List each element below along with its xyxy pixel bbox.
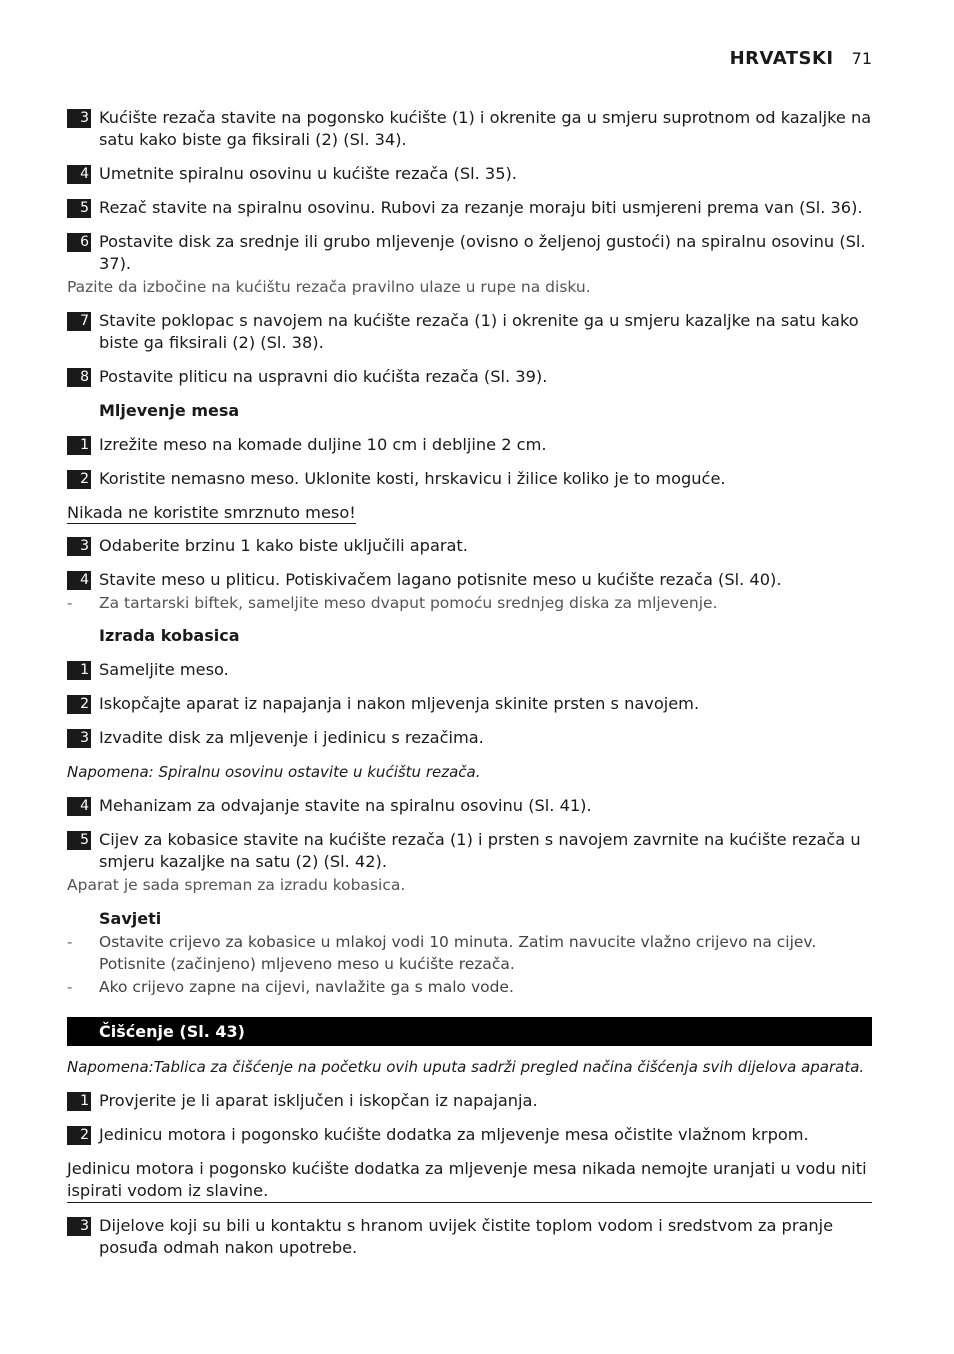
step-text: Mehanizam za odvajanje stavite na spiralnu osovinu (Sl. 41).: [99, 796, 592, 815]
page-header: [730, 48, 872, 69]
subheading: Mljevenje mesa: [99, 401, 240, 420]
step-number-badge: 6: [67, 233, 91, 252]
step-text: Postavite pliticu na uspravni dio kućišta rezača (Sl. 39).: [99, 367, 548, 386]
step-text: Izvadite disk za mljevenje i jedinicu s rezačima.: [99, 728, 484, 747]
step-item: [67, 1215, 872, 1259]
step-text: Rezač stavite na spiralnu osovinu. Rubovi za rezanje moraju biti usmjereni prema van (Sl. 36).: [99, 198, 863, 217]
step-number-badge: 2: [67, 695, 91, 714]
step-item: [67, 434, 872, 456]
step-text: Koristite nemasno meso. Uklonite kosti, hrskavicu i žilice koliko je to moguće.: [99, 469, 726, 488]
warning: [67, 502, 872, 524]
step-number-badge: 3: [67, 1217, 91, 1236]
info-text: Aparat je sada spreman za izradu kobasica.: [67, 876, 406, 894]
step-number-badge: 1: [67, 1092, 91, 1111]
step-number-badge: 4: [67, 165, 91, 184]
step-number-badge: 3: [67, 537, 91, 556]
step-item: [67, 197, 872, 219]
step-item: [67, 1124, 872, 1146]
step-number-badge: 1: [67, 436, 91, 455]
step-number-badge: 3: [67, 729, 91, 748]
step-item: [67, 659, 872, 681]
dash-item: [67, 592, 872, 614]
dash-text: Ostavite crijevo za kobasice u mlakoj vodi 10 minuta. Zatim navucite vlažno crijevo na cijev. Potisnite (začinjeno) mljeveno meso u kućište rezača.: [99, 933, 817, 973]
warning-text: Nikada ne koristite smrznuto meso!: [67, 503, 356, 522]
step-text: Iskopčajte aparat iz napajanja i nakon mljevenja skinite prsten s navojem.: [99, 694, 700, 713]
step-number-badge: 5: [67, 199, 91, 218]
step-text: Umetnite spiralnu osovinu u kućište rezača (Sl. 35).: [99, 164, 517, 183]
dash-item: [67, 976, 872, 998]
step-number-badge: 2: [67, 1126, 91, 1145]
step-item: [67, 693, 872, 715]
step-text: Provjerite je li aparat isključen i iskopčan iz napajanja.: [99, 1091, 538, 1110]
step-number-badge: 4: [67, 797, 91, 816]
step-item: [67, 310, 872, 354]
step-text: Postavite disk za srednje ili grubo mljevenje (ovisno o željenoj gustoći) na spiralnu osovinu (Sl. 37).: [99, 232, 866, 273]
step-item: [67, 163, 872, 185]
dash-text: Za tartarski biftek, sameljite meso dvaput pomoću srednjeg diska za mljevenje.: [99, 594, 718, 612]
dash-marker: -: [67, 594, 73, 612]
step-item: [67, 569, 872, 591]
step-item: [67, 795, 872, 817]
warning-text: Jedinicu motora i pogonsko kućište dodatka za mljevenje mesa nikada nemojte uranjati u vodu niti ispirati vodom iz slavine.: [67, 1158, 872, 1203]
step-text: Kućište rezača stavite na pogonsko kućište (1) i okrenite ga u smjeru suprotnom od kazaljke na satu kako biste ga fiksirali (2) (Sl. 34).: [99, 108, 872, 149]
page-content: [67, 107, 872, 1259]
dash-marker: -: [67, 933, 73, 951]
step-item: [67, 727, 872, 749]
step-item: [67, 468, 872, 490]
dash-text: Ako crijevo zapne na cijevi, navlažite ga s malo vode.: [99, 978, 514, 996]
info-text: Pazite da izbočine na kućištu rezača pravilno ulaze u rupe na disku.: [67, 278, 591, 296]
note-text: Napomena: Spiralnu osovinu ostavite u kućištu rezača.: [67, 763, 481, 781]
subheading: Izrada kobasica: [99, 626, 240, 645]
dash-marker: -: [67, 978, 73, 996]
step-text: Odaberite brzinu 1 kako biste uključili aparat.: [99, 536, 468, 555]
step-number-badge: 2: [67, 470, 91, 489]
step-item: [67, 829, 872, 873]
step-item: [67, 535, 872, 557]
language-label: HRVATSKI: [729, 48, 834, 69]
step-number-badge: 5: [67, 831, 91, 850]
step-text: Sameljite meso.: [99, 660, 229, 679]
step-item: [67, 1090, 872, 1112]
step-number-badge: 8: [67, 368, 91, 387]
step-text: Izrežite meso na komade duljine 10 cm i debljine 2 cm.: [99, 435, 547, 454]
dash-item: [67, 931, 872, 975]
step-number-badge: 1: [67, 661, 91, 680]
step-item: [67, 231, 872, 275]
step-text: Cijev za kobasice stavite na kućište rezača (1) i prsten s navojem zavrnite na kućište rezača u smjeru kazaljke na satu (2) (Sl. 42).: [99, 830, 861, 871]
step-text: Stavite meso u pliticu. Potiskivačem lagano potisnite meso u kućište rezača (Sl. 40).: [99, 570, 782, 589]
subheading: Savjeti: [99, 909, 162, 928]
note-text: Napomena:Tablica za čišćenje na početku ovih uputa sadrži pregled načina čišćenja svih dijelova aparata.: [67, 1058, 865, 1076]
section-heading: Čišćenje (Sl. 43): [67, 1017, 872, 1046]
step-number-badge: 3: [67, 109, 91, 128]
step-number-badge: 4: [67, 571, 91, 590]
step-item: [67, 107, 872, 151]
page-number: 71: [851, 49, 872, 68]
step-text: Stavite poklopac s navojem na kućište rezača (1) i okrenite ga u smjeru kazaljke na satu kako biste ga fiksirali (2) (Sl. 38).: [99, 311, 859, 352]
step-text: Dijelove koji su bili u kontaktu s hranom uvijek čistite toplom vodom i sredstvom za pranje posuđa odmah nakon upotrebe.: [99, 1216, 834, 1257]
step-text: Jedinicu motora i pogonsko kućište dodatka za mljevenje mesa očistite vlažnom krpom.: [99, 1125, 809, 1144]
step-number-badge: 7: [67, 312, 91, 331]
step-item: [67, 366, 872, 388]
